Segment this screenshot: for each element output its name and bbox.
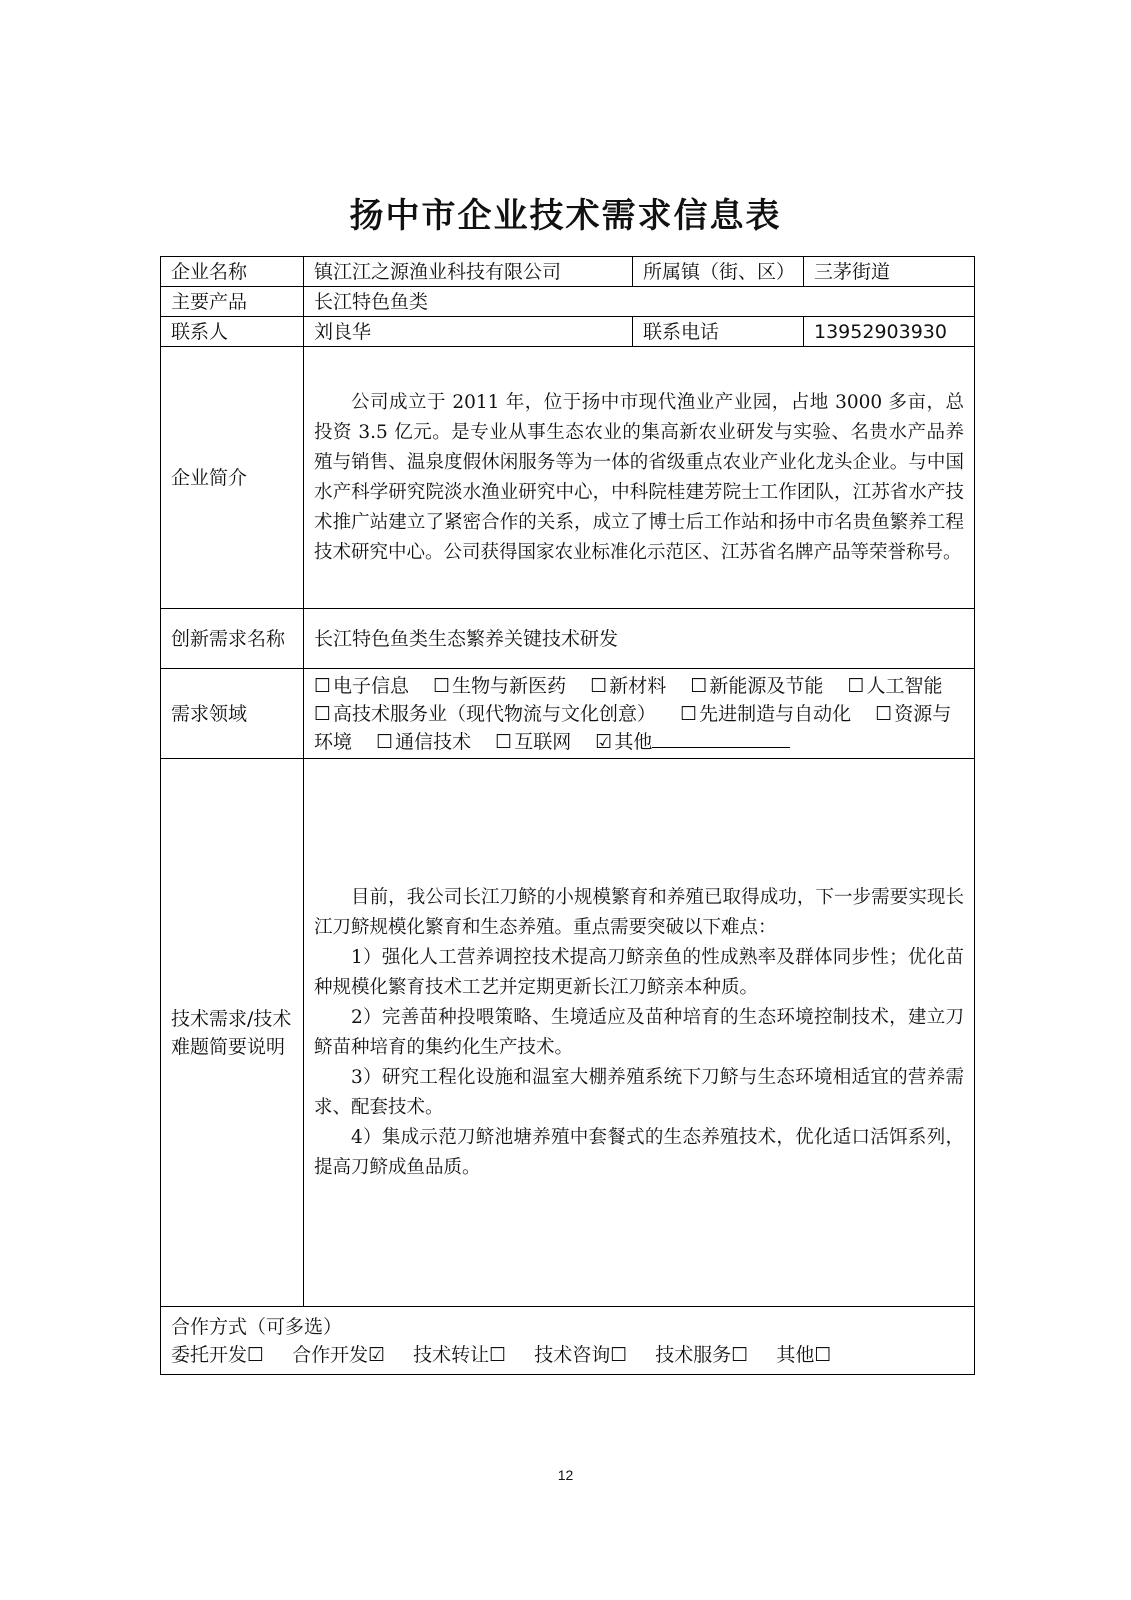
domain-option[interactable]	[590, 675, 666, 697]
cooperation-option-label: 合作开发	[292, 1343, 369, 1366]
checkbox-icon[interactable]: ☑	[595, 730, 613, 753]
checkbox-icon[interactable]: ☐	[590, 674, 608, 697]
checkbox-icon[interactable]: ☐	[847, 674, 865, 697]
domain-option[interactable]	[433, 675, 566, 697]
checkbox-icon[interactable]: ☑	[368, 1343, 386, 1366]
checkbox-icon[interactable]: ☐	[489, 1343, 507, 1366]
domain-option[interactable]	[376, 731, 471, 753]
row-company-intro	[161, 347, 975, 609]
domain-option[interactable]	[595, 731, 790, 753]
checkbox-icon[interactable]: ☐	[610, 1343, 628, 1366]
domain-option[interactable]	[690, 675, 823, 697]
domain-option-label: 生物与新医药	[452, 674, 567, 697]
domain-option-label: 互联网	[514, 730, 572, 753]
checkbox-icon[interactable]: ☐	[247, 1343, 265, 1366]
checkbox-icon[interactable]: ☐	[690, 674, 708, 697]
domain-option[interactable]	[495, 731, 571, 753]
page-number: 12	[557, 1467, 574, 1483]
cooperation-option[interactable]	[655, 1341, 748, 1369]
domain-option[interactable]	[314, 703, 656, 725]
row-main-product	[161, 287, 975, 317]
cooperation-option-label: 技术咨询	[534, 1343, 611, 1366]
domain-option-label: 电子信息	[333, 674, 410, 697]
domain-option-label: 人工智能	[866, 674, 943, 697]
domain-option[interactable]	[314, 675, 409, 697]
other-fill-blank[interactable]	[652, 729, 790, 748]
domain-option[interactable]	[847, 675, 942, 697]
info-form-table	[160, 256, 975, 1375]
row-need-domain	[161, 669, 975, 759]
town-label: 所属镇（街、区）	[633, 257, 804, 287]
desc-paragraph: 1）强化人工营养调控技术提高刀鲚亲鱼的性成熟率及群体同步性；优化苗种规模化繁育技术工艺并定期更新长江刀鲚亲本种质。	[314, 946, 964, 998]
phone-value: 13952903930	[804, 317, 975, 347]
checkbox-icon[interactable]: ☐	[875, 702, 893, 725]
domain-label: 需求领域	[161, 669, 304, 759]
contact-value: 刘良华	[304, 317, 633, 347]
checkbox-icon[interactable]: ☐	[814, 1343, 832, 1366]
row-company-name	[161, 257, 975, 287]
row-tech-description	[161, 759, 975, 1307]
domain-option-label: 资源与环境	[314, 702, 952, 753]
intro-label: 企业简介	[161, 347, 304, 609]
checkbox-icon[interactable]: ☐	[495, 730, 513, 753]
checkbox-icon[interactable]: ☐	[731, 1343, 749, 1366]
checkbox-icon[interactable]: ☐	[314, 702, 332, 725]
domain-option-label: 新能源及节能	[709, 674, 824, 697]
cooperation-option-label: 技术服务	[655, 1343, 732, 1366]
desc-label: 技术需求/技术难题简要说明	[161, 759, 304, 1307]
product-value: 长江特色鱼类	[304, 287, 975, 317]
checkbox-icon[interactable]: ☐	[433, 674, 451, 697]
phone-label: 联系电话	[633, 317, 804, 347]
cooperation-option-label: 委托开发	[171, 1343, 248, 1366]
checkbox-icon[interactable]: ☐	[314, 674, 332, 697]
cooperation-option-label: 其他	[776, 1343, 815, 1366]
cooperation-option-label: 技术转让	[413, 1343, 490, 1366]
domain-option-label: 高技术服务业（现代物流与文化创意）	[333, 702, 657, 725]
cooperation-option[interactable]	[413, 1341, 506, 1369]
desc-paragraph: 3）研究工程化设施和温室大棚养殖系统下刀鲚与生态环境相适宜的营养需求、配套技术。	[314, 1066, 964, 1118]
cooperation-option[interactable]	[292, 1341, 385, 1369]
cooperation-option[interactable]	[534, 1341, 627, 1369]
need-name-label: 创新需求名称	[161, 609, 304, 669]
town-value: 三茅街道	[804, 257, 975, 287]
row-cooperation	[161, 1307, 975, 1375]
desc-paragraph: 2）完善苗种投喂策略、生境适应及苗种培育的生态环境控制技术，建立刀鲚苗种培育的集约化生产技术。	[314, 1006, 964, 1058]
domain-option-label: 通信技术	[395, 730, 472, 753]
cooperation-option[interactable]	[776, 1341, 831, 1369]
domain-option-label: 新材料	[609, 674, 667, 697]
company-name-label: 企业名称	[161, 257, 304, 287]
page-title: 扬中市企业技术需求信息表	[349, 196, 782, 236]
desc-content	[304, 759, 975, 1307]
row-contact	[161, 317, 975, 347]
desc-paragraph: 目前，我公司长江刀鲚的小规模繁育和养殖已取得成功，下一步需要实现长江刀鲚规模化繁育和生态养殖。重点需要突破以下难点：	[314, 886, 964, 938]
need-name-value: 长江特色鱼类生态繁养关键技术研发	[304, 609, 975, 669]
contact-label: 联系人	[161, 317, 304, 347]
domain-option-label: 其他	[614, 730, 653, 753]
checkbox-icon[interactable]: ☐	[376, 730, 394, 753]
domain-options	[304, 669, 975, 759]
cooperation-option[interactable]	[171, 1341, 264, 1369]
company-name-value: 镇江江之源渔业科技有限公司	[304, 257, 633, 287]
intro-text: 公司成立于 2011 年，位于扬中市现代渔业产业园，占地 3000 多亩，总投资 3.5 亿元。是专业从事生态农业的集高新农业研发与实验、名贵水产品养殖与销售、温泉度假休闲服务等为一体的省级重点农业产业化龙头企业。与中国水产科学研究院淡水渔业研究中心，中科院桂建芳院士工作团队，江苏省水产技术推广站建立了紧密合作的关系，成立了博士后工作站和扬中市名贵鱼繁养工程技术研究中心。公司获得国家农业标准化示范区、江苏省名牌产品等荣誉称号。	[314, 391, 964, 563]
product-label: 主要产品	[161, 287, 304, 317]
row-need-name	[161, 609, 975, 669]
desc-paragraph: 4）集成示范刀鲚池塘养殖中套餐式的生态养殖技术，优化适口活饵系列，提高刀鲚成鱼品质。	[314, 1126, 964, 1178]
cooperation-options	[171, 1341, 964, 1369]
checkbox-icon[interactable]: ☐	[680, 702, 698, 725]
domain-option[interactable]	[680, 703, 851, 725]
domain-option-label: 先进制造与自动化	[699, 702, 852, 725]
cooperation-label: 合作方式（可多选）	[171, 1315, 343, 1338]
